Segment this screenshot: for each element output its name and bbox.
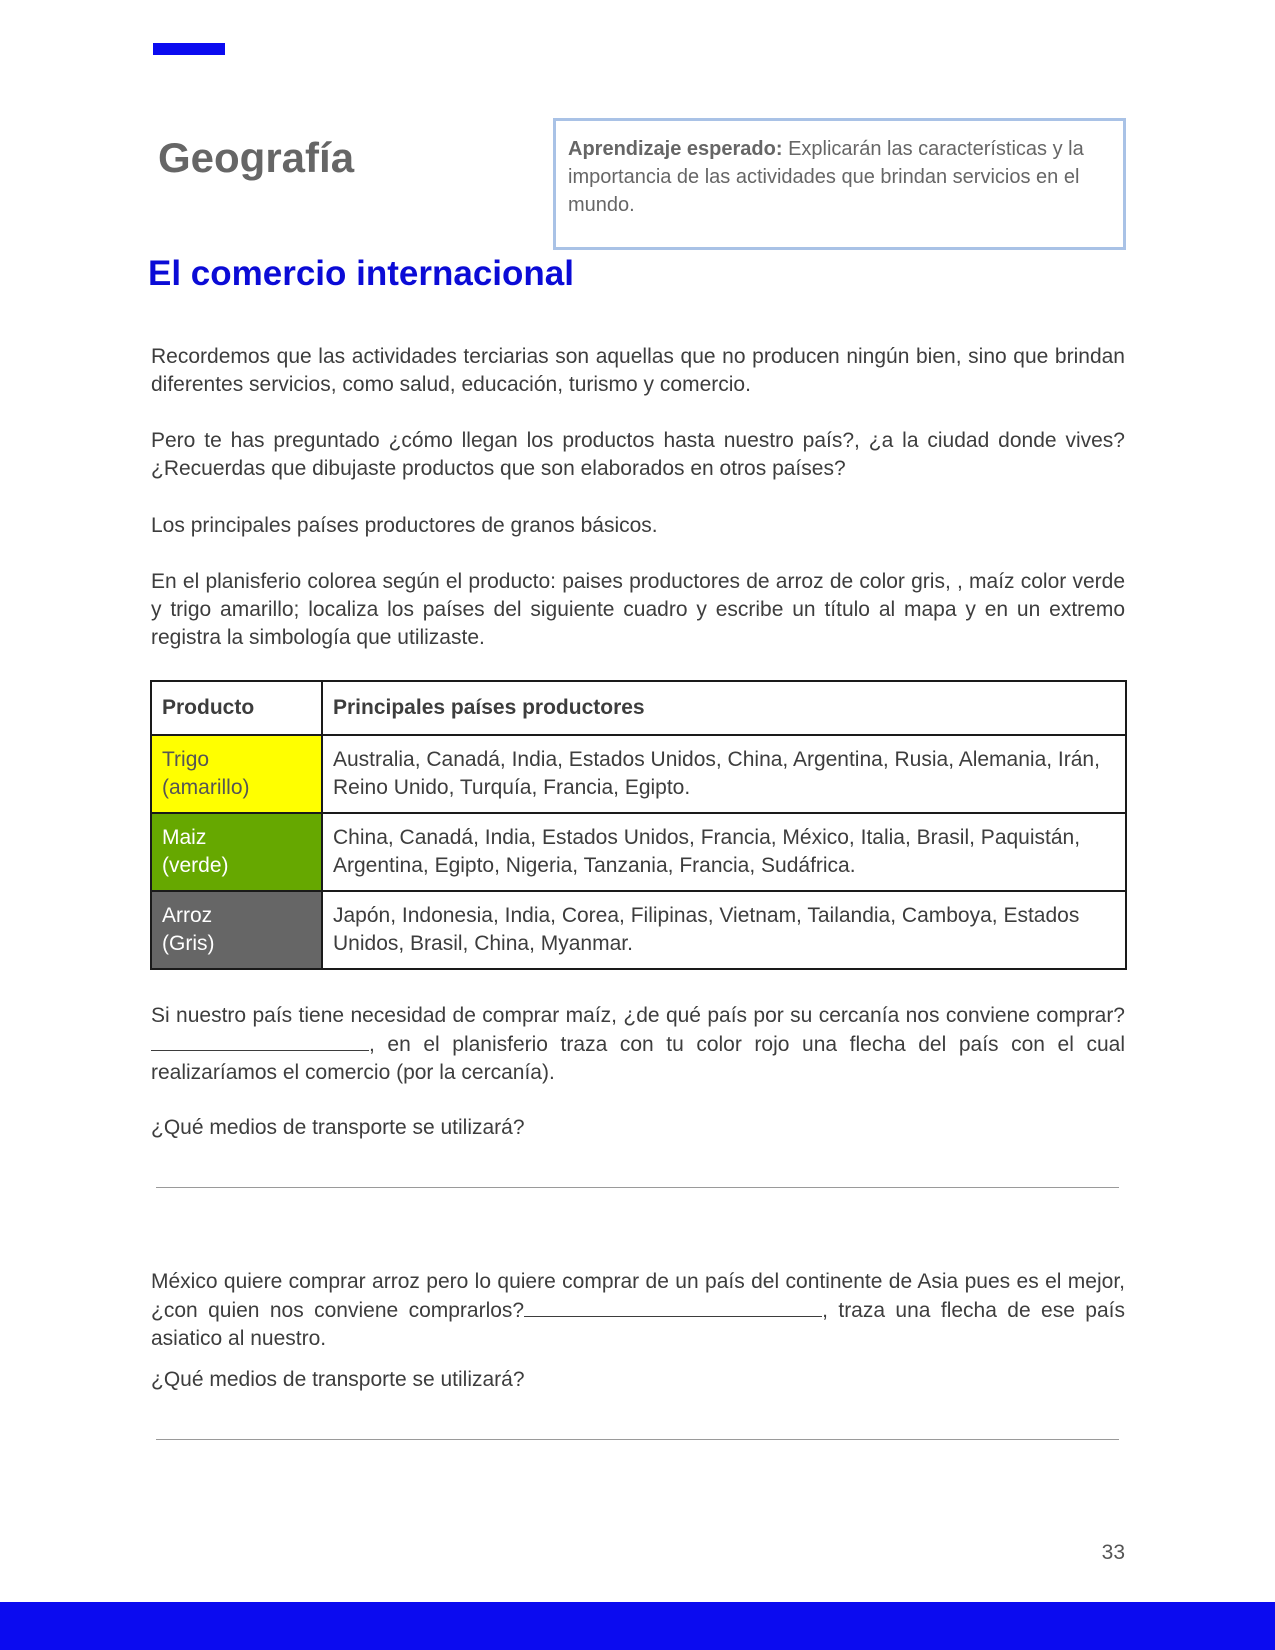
answer-line-transport-2[interactable] [156, 1439, 1119, 1440]
header-countries: Principales países productores [322, 681, 1126, 735]
product-cell-maiz [151, 813, 322, 891]
learning-objective-box [553, 118, 1126, 250]
page-number: 33 [1101, 1541, 1125, 1564]
paragraph-question: Pero te has preguntado ¿cómo llegan los productos hasta nuestro país?, ¿a la ciudad donde vives?¿Recuerdas que dibujaste productos que son elaborados en otros países? [151, 429, 1125, 480]
answer-blank-arroz[interactable] [524, 1296, 822, 1317]
top-accent-bar [153, 43, 225, 55]
product-color: (verde) [162, 854, 229, 877]
paragraph-arroz-question [151, 1268, 1125, 1353]
answer-line-transport-1[interactable] [156, 1187, 1119, 1188]
maiz-question-start: Si nuestro país tiene necesidad de comprar maíz, ¿de qué país por su cercanía nos conviene comprar? [151, 1004, 1125, 1027]
product-color: (amarillo) [162, 776, 250, 799]
paragraph-instructions: En el planisferio colorea según el producto: paises productores de arroz de color gris, , maíz color verde y trigo amarillo; localiza los países del siguiente cuadro y escribe un título al mapa y en un extremo registra la simbología que utilizaste. [151, 570, 1125, 649]
page-title: El comercio internacional [148, 254, 574, 293]
paragraph-intro: Recordemos que las actividades terciarias son aquellas que no producen ningún bien, sino que brindan diferentes servicios, como salud, educación, turismo y comercio. [151, 345, 1125, 396]
arroz-question-start: México quiere comprar arroz pero lo quiere comprar de un país del continente de Asia pues es el mejor, ¿con quien nos conviene comprarlos? [151, 1270, 1125, 1322]
paragraph-transport-question-2: ¿Qué medios de transporte se utilizará? [151, 1368, 525, 1391]
bottom-accent-bar [0, 1602, 1275, 1650]
countries-cell: Australia, Canadá, India, Estados Unidos, China, Argentina, Rusia, Alemania, Irán, Reino Unido, Turquía, Francia, Egipto. [322, 735, 1126, 813]
paragraph-maiz-question [151, 1002, 1125, 1087]
answer-blank-maiz[interactable] [151, 1030, 369, 1051]
maiz-question-end: , en el planisferio traza con tu color rojo una flecha del país con el cual realizaríamos el comercio (por la cercanía). [151, 1033, 1125, 1084]
product-cell-arroz [151, 891, 322, 969]
table-row [151, 891, 1126, 969]
table-row [151, 735, 1126, 813]
product-name: Arroz [162, 904, 213, 927]
header-product: Producto [151, 681, 322, 735]
table-header-row [151, 681, 1126, 735]
product-cell-trigo [151, 735, 322, 813]
product-name: Trigo [162, 748, 210, 771]
countries-cell: Japón, Indonesia, India, Corea, Filipinas, Vietnam, Tailandia, Camboya, Estados Unidos, Brasil, China, Myanmar. [322, 891, 1126, 969]
objective-label: Aprendizaje esperado: [568, 138, 783, 160]
arroz-question-end: , traza una flecha de ese país asiatico al nuestro. [151, 1299, 1126, 1350]
objective-text: Explicarán las características y la importancia de las actividades que brindan servicios en el mundo. [568, 138, 1084, 216]
products-table [150, 680, 1127, 970]
paragraph-grains: Los principales países productores de granos básicos. [151, 514, 658, 537]
countries-cell: China, Canadá, India, Estados Unidos, Francia, México, Italia, Brasil, Paquistán, Argentina, Egipto, Nigeria, Tanzania, Francia, Sudáfrica. [322, 813, 1126, 891]
table-row [151, 813, 1126, 891]
paragraph-transport-question-1: ¿Qué medios de transporte se utilizará? [151, 1116, 525, 1139]
product-color: (Gris) [162, 932, 215, 955]
product-name: Maiz [162, 826, 207, 849]
subject-title: Geografía [158, 134, 355, 181]
